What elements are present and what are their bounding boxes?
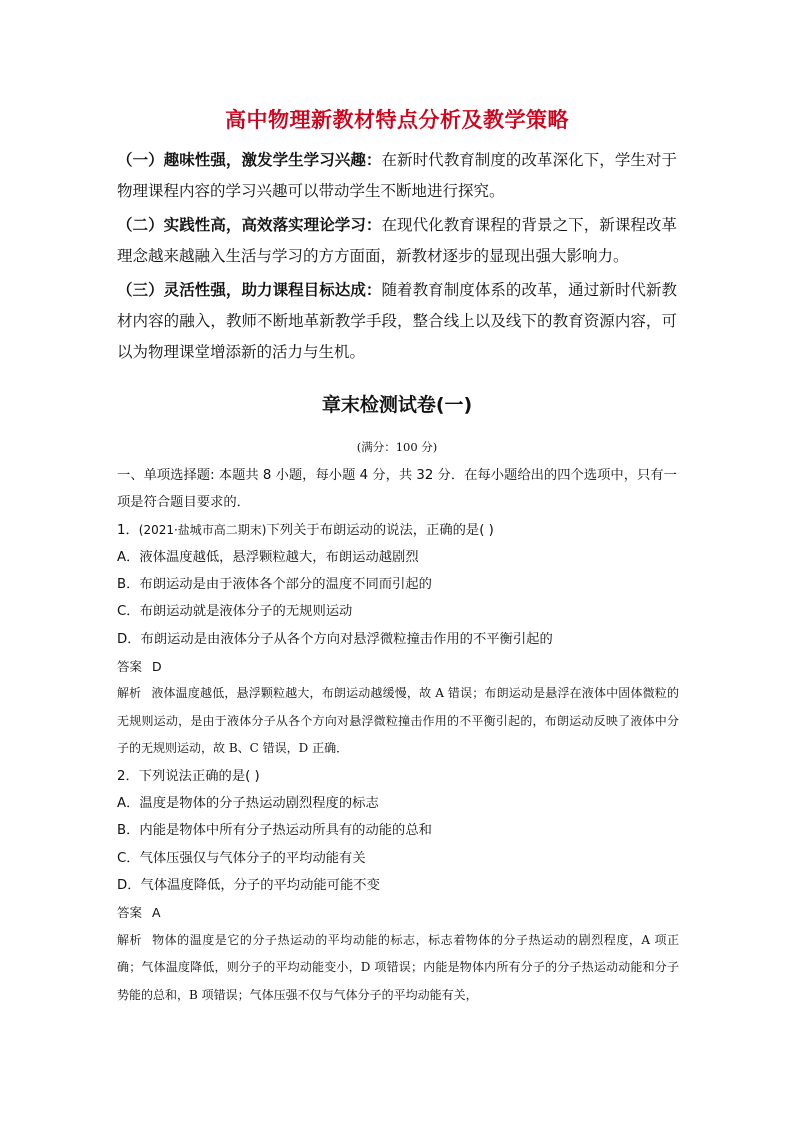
intro-paragraph-2 <box>117 210 677 272</box>
question-1-answer: 答案 D <box>117 659 162 675</box>
intro-section <box>117 145 677 371</box>
question-2-option-b: B．内能是物体中所有分子热运动所具有的动能的总和 <box>117 823 432 839</box>
intro-heading: （三）灵活性强，助力课程目标达成： <box>117 281 382 299</box>
question-1-option-d: D．布朗运动是由液体分子从各个方向对悬浮微粒撞击作用的不平衡引起的 <box>117 631 553 647</box>
exam-title: 章末检测试卷(一) <box>321 394 473 416</box>
intro-heading: （一）趣味性强，激发学生学习兴趣： <box>117 151 382 169</box>
exam-score: (满分：100 分) <box>356 440 438 454</box>
question-1-explanation: 解析 液体温度越低，悬浮颗粒越大，布朗运动越缓慢，故 A 错误；布朗运动是悬浮在液体中固体微粒的无规则运动，是由于液体分子从各个方向对悬浮微粒撞击作用的不平衡引起的，布朗运动反映了液体中分子的无规则运动，故 B、C 错误，D 正确． <box>117 686 679 756</box>
question-2-option-d: D．气体温度降低，分子的平均动能可能不变 <box>117 878 380 894</box>
intro-text: 在现代化教育课程的背景之下，新课程改革理念越来越融入生活与学习的方方面面，新教材逐步的显现出强大影响力。 <box>117 216 677 265</box>
question-1-option-b: B．布朗运动是由于液体各个部分的温度不同而引起的 <box>117 577 432 593</box>
question-2-explanation: 解析 物体的温度是它的分子热运动的平均动能的标志，标志着物体的分子热运动的剧烈程度，A 项正确；气体温度降低，则分子的平均动能变小，D 项错误；内能是物体内所有分子的分子热运动动能和分子势能的总和，B 项错误；气体压强不仅与气体分子的平均动能有关， <box>117 932 679 1002</box>
question-1-option-a: A．液体温度越低，悬浮颗粒越大，布朗运动越剧烈 <box>117 549 419 565</box>
question-2-stem: 2．下列说法正确的是( ) <box>117 768 260 784</box>
question-1-option-c: C．布朗运动就是液体分子的无规则运动 <box>117 604 353 620</box>
intro-heading: （二）实践性高，高效落实理论学习： <box>117 216 382 234</box>
intro-paragraph-3 <box>117 275 677 368</box>
section-instructions: 一、单项选择题: 本题共 8 小题，每小题 4 分，共 32 分．在每小题给出的四个选项中，只有一项是符合题目要求的． <box>117 468 677 511</box>
exam-body <box>117 462 679 1009</box>
intro-text: 随着教育制度体系的改革，通过新时代新教材内容的融入，教师不断地革新教学手段，整合线上以及线下的教育资源内容，可以为物理课堂增添新的活力与生机。 <box>117 281 677 361</box>
question-2-option-a: A．温度是物体的分子热运动剧烈程度的标志 <box>117 796 379 812</box>
question-source: (2021·盐城市高二期末) <box>138 522 267 537</box>
intro-paragraph-1 <box>117 145 677 207</box>
intro-text: 在新时代教育制度的改革深化下，学生对于物理课程内容的学习兴趣可以带动学生不断地进行探究。 <box>117 151 677 200</box>
article-title: 高中物理新教材特点分析及教学策略 <box>225 108 569 132</box>
question-2-answer: 答案 A <box>117 905 161 921</box>
question-1-stem: 1．(2021·盐城市高二期末)下列关于布朗运动的说法，正确的是( ) <box>117 522 494 538</box>
question-2-option-c: C．气体压强仅与气体分子的平均动能有关 <box>117 850 366 866</box>
